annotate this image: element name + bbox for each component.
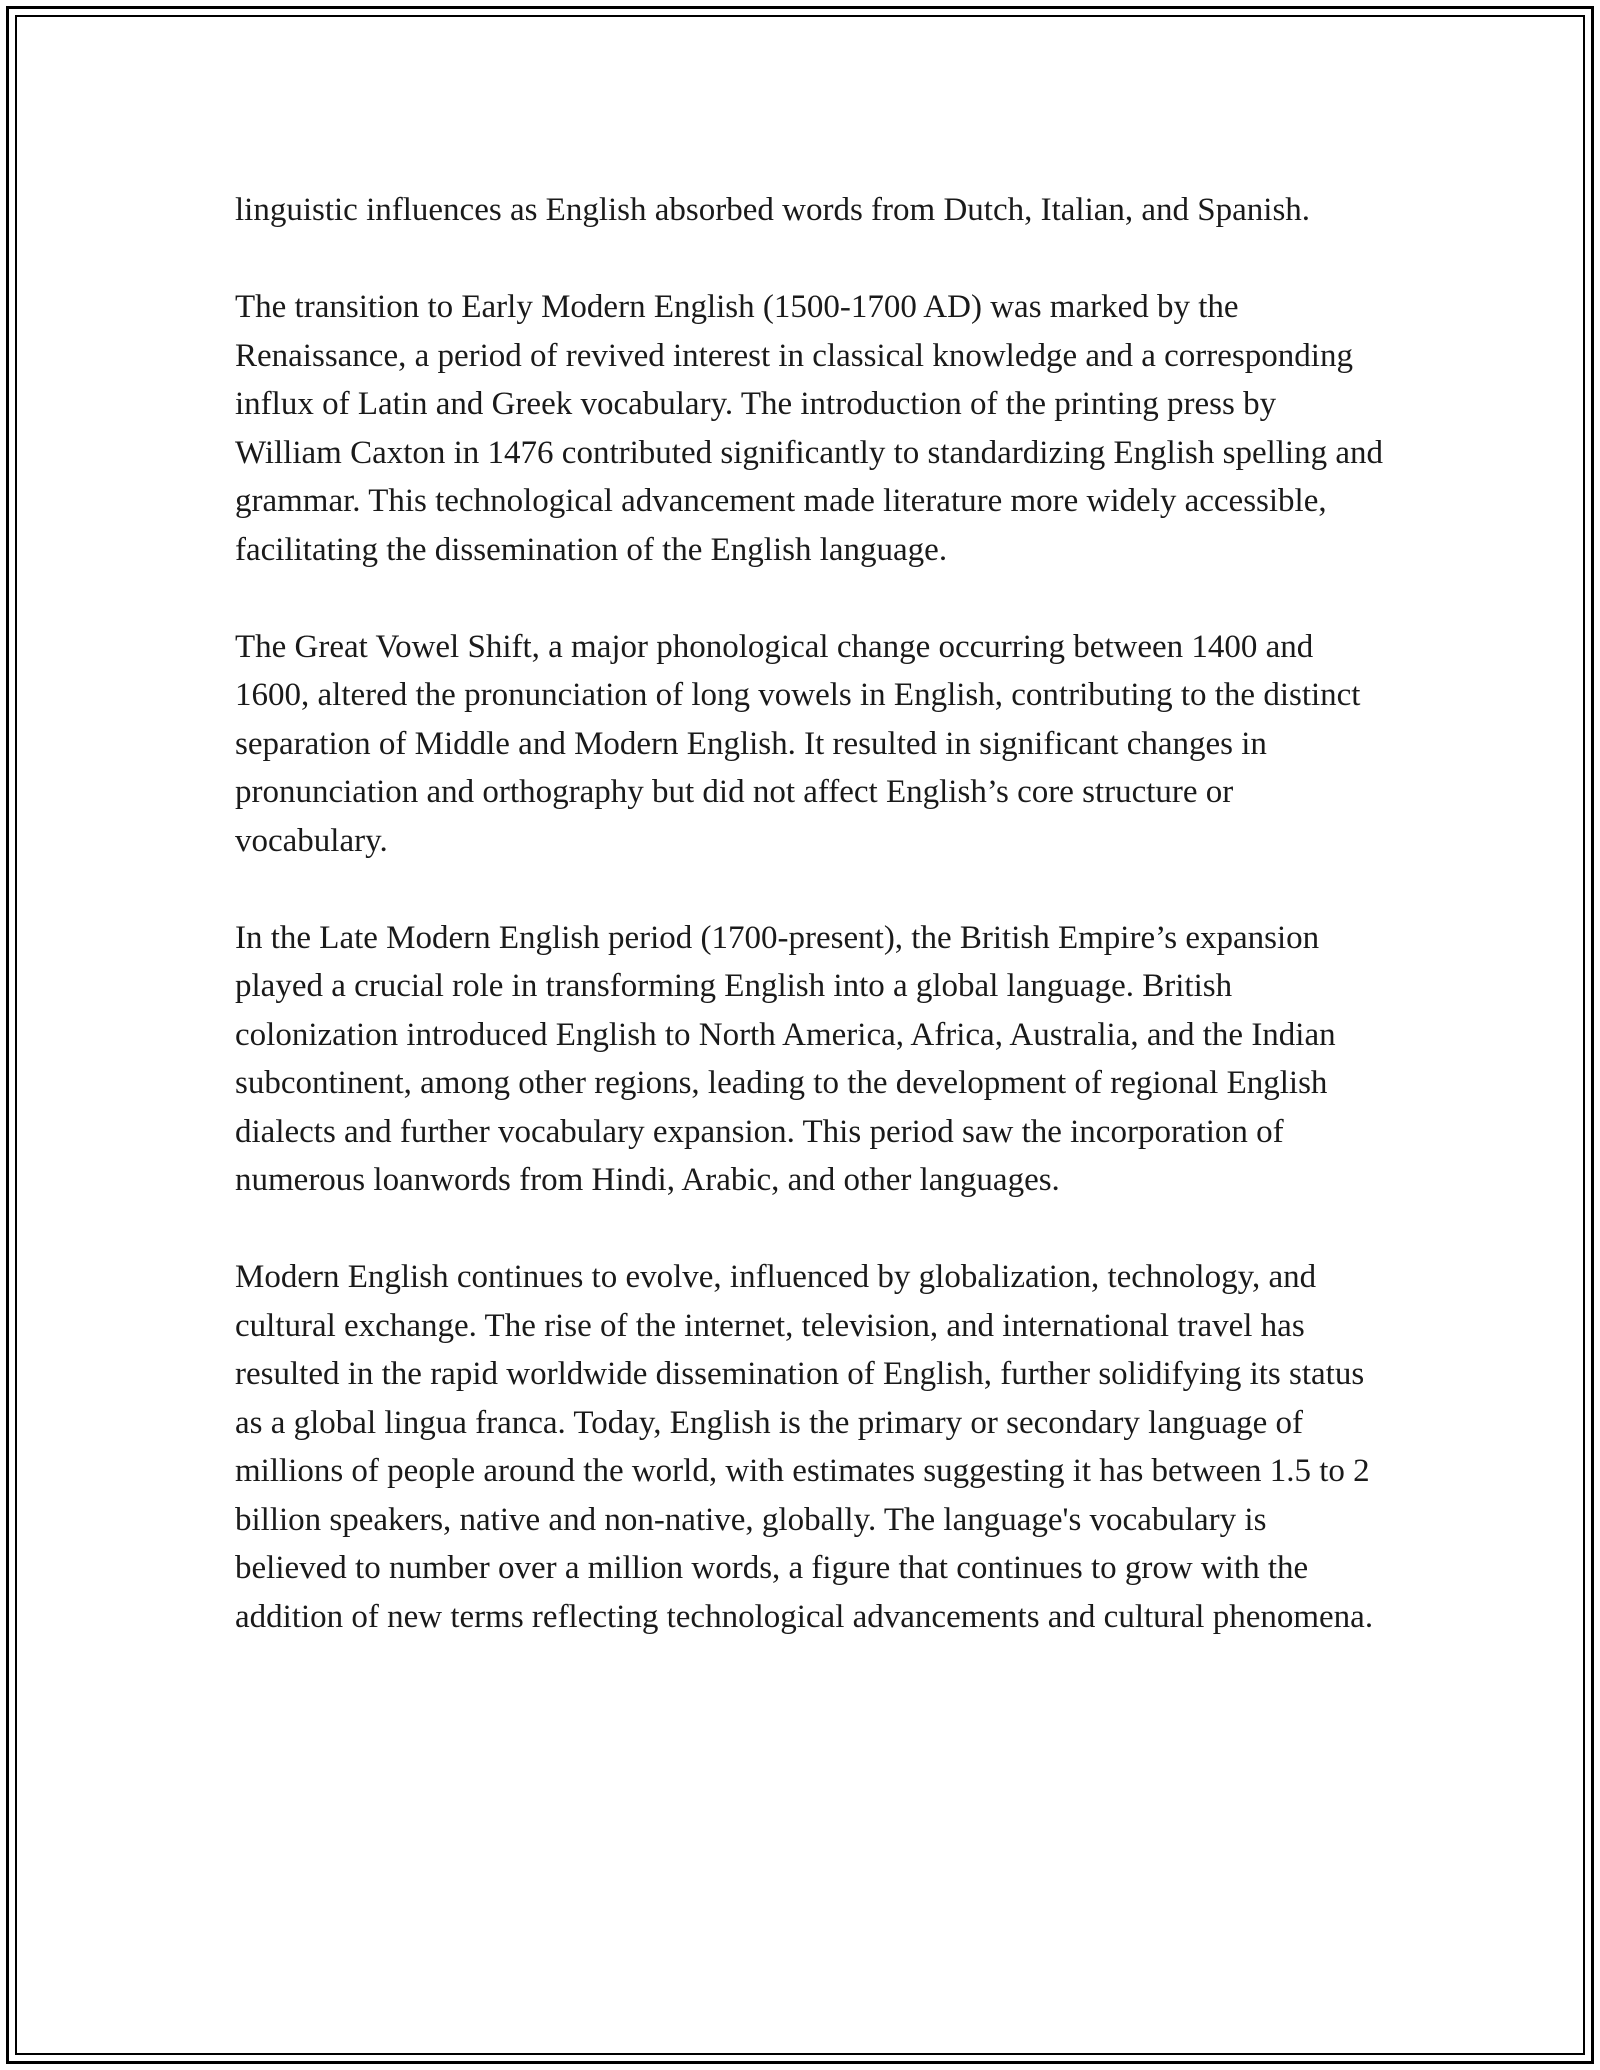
document-body — [235, 186, 1385, 1690]
paragraph-early-modern-english: The transition to Early Modern English (1500-1700 AD) was marked by the Renaissance, a period of revived interest in classical knowledge and a corresponding influx of Latin and Greek vocabulary. The introduction of the printing press by William Caxton in 1476 contributed significantly to standardizing English spelling and grammar. This technological advancement made literature more widely accessible, facilitating the dissemination of the English language. — [235, 289, 1383, 568]
paragraph-late-modern-english: In the Late Modern English period (1700-present), the British Empire’s expansion played a crucial role in transforming English into a global language. British colonization introduced English to North America, Africa, Australia, and the Indian subcontinent, among other regions, leading to the development of regional English dialects and further vocabulary expansion. This period saw the incorporation of numerous loanwords from Hindi, Arabic, and other languages. — [235, 919, 1336, 1198]
paragraph-modern-english-evolution: Modern English continues to evolve, influenced by globalization, technology, and cultural exchange. The rise of the internet, television, and international travel has resulted in the rapid worldwide dissemination of English, further solidifying its status as a global lingua franca. Today, English is the primary or secondary language of millions of people around the world, with estimates suggesting it has between 1.5 to 2 billion speakers, native and non-native, globally. The language's vocabulary is believed to number over a million words, a figure that continues to grow with the addition of new terms reflecting technological advancements and cultural phenomena. — [235, 1259, 1374, 1635]
paragraph-linguistic-influences: linguistic influences as English absorbed words from Dutch, Italian, and Spanish. — [235, 192, 1311, 228]
paragraph-great-vowel-shift: The Great Vowel Shift, a major phonological change occurring between 1400 and 1600, altered the pronunciation of long vowels in English, contributing to the distinct separation of Middle and Modern English. It resulted in significant changes in pronunciation and orthography but did not affect English’s core structure or vocabulary. — [235, 628, 1361, 859]
